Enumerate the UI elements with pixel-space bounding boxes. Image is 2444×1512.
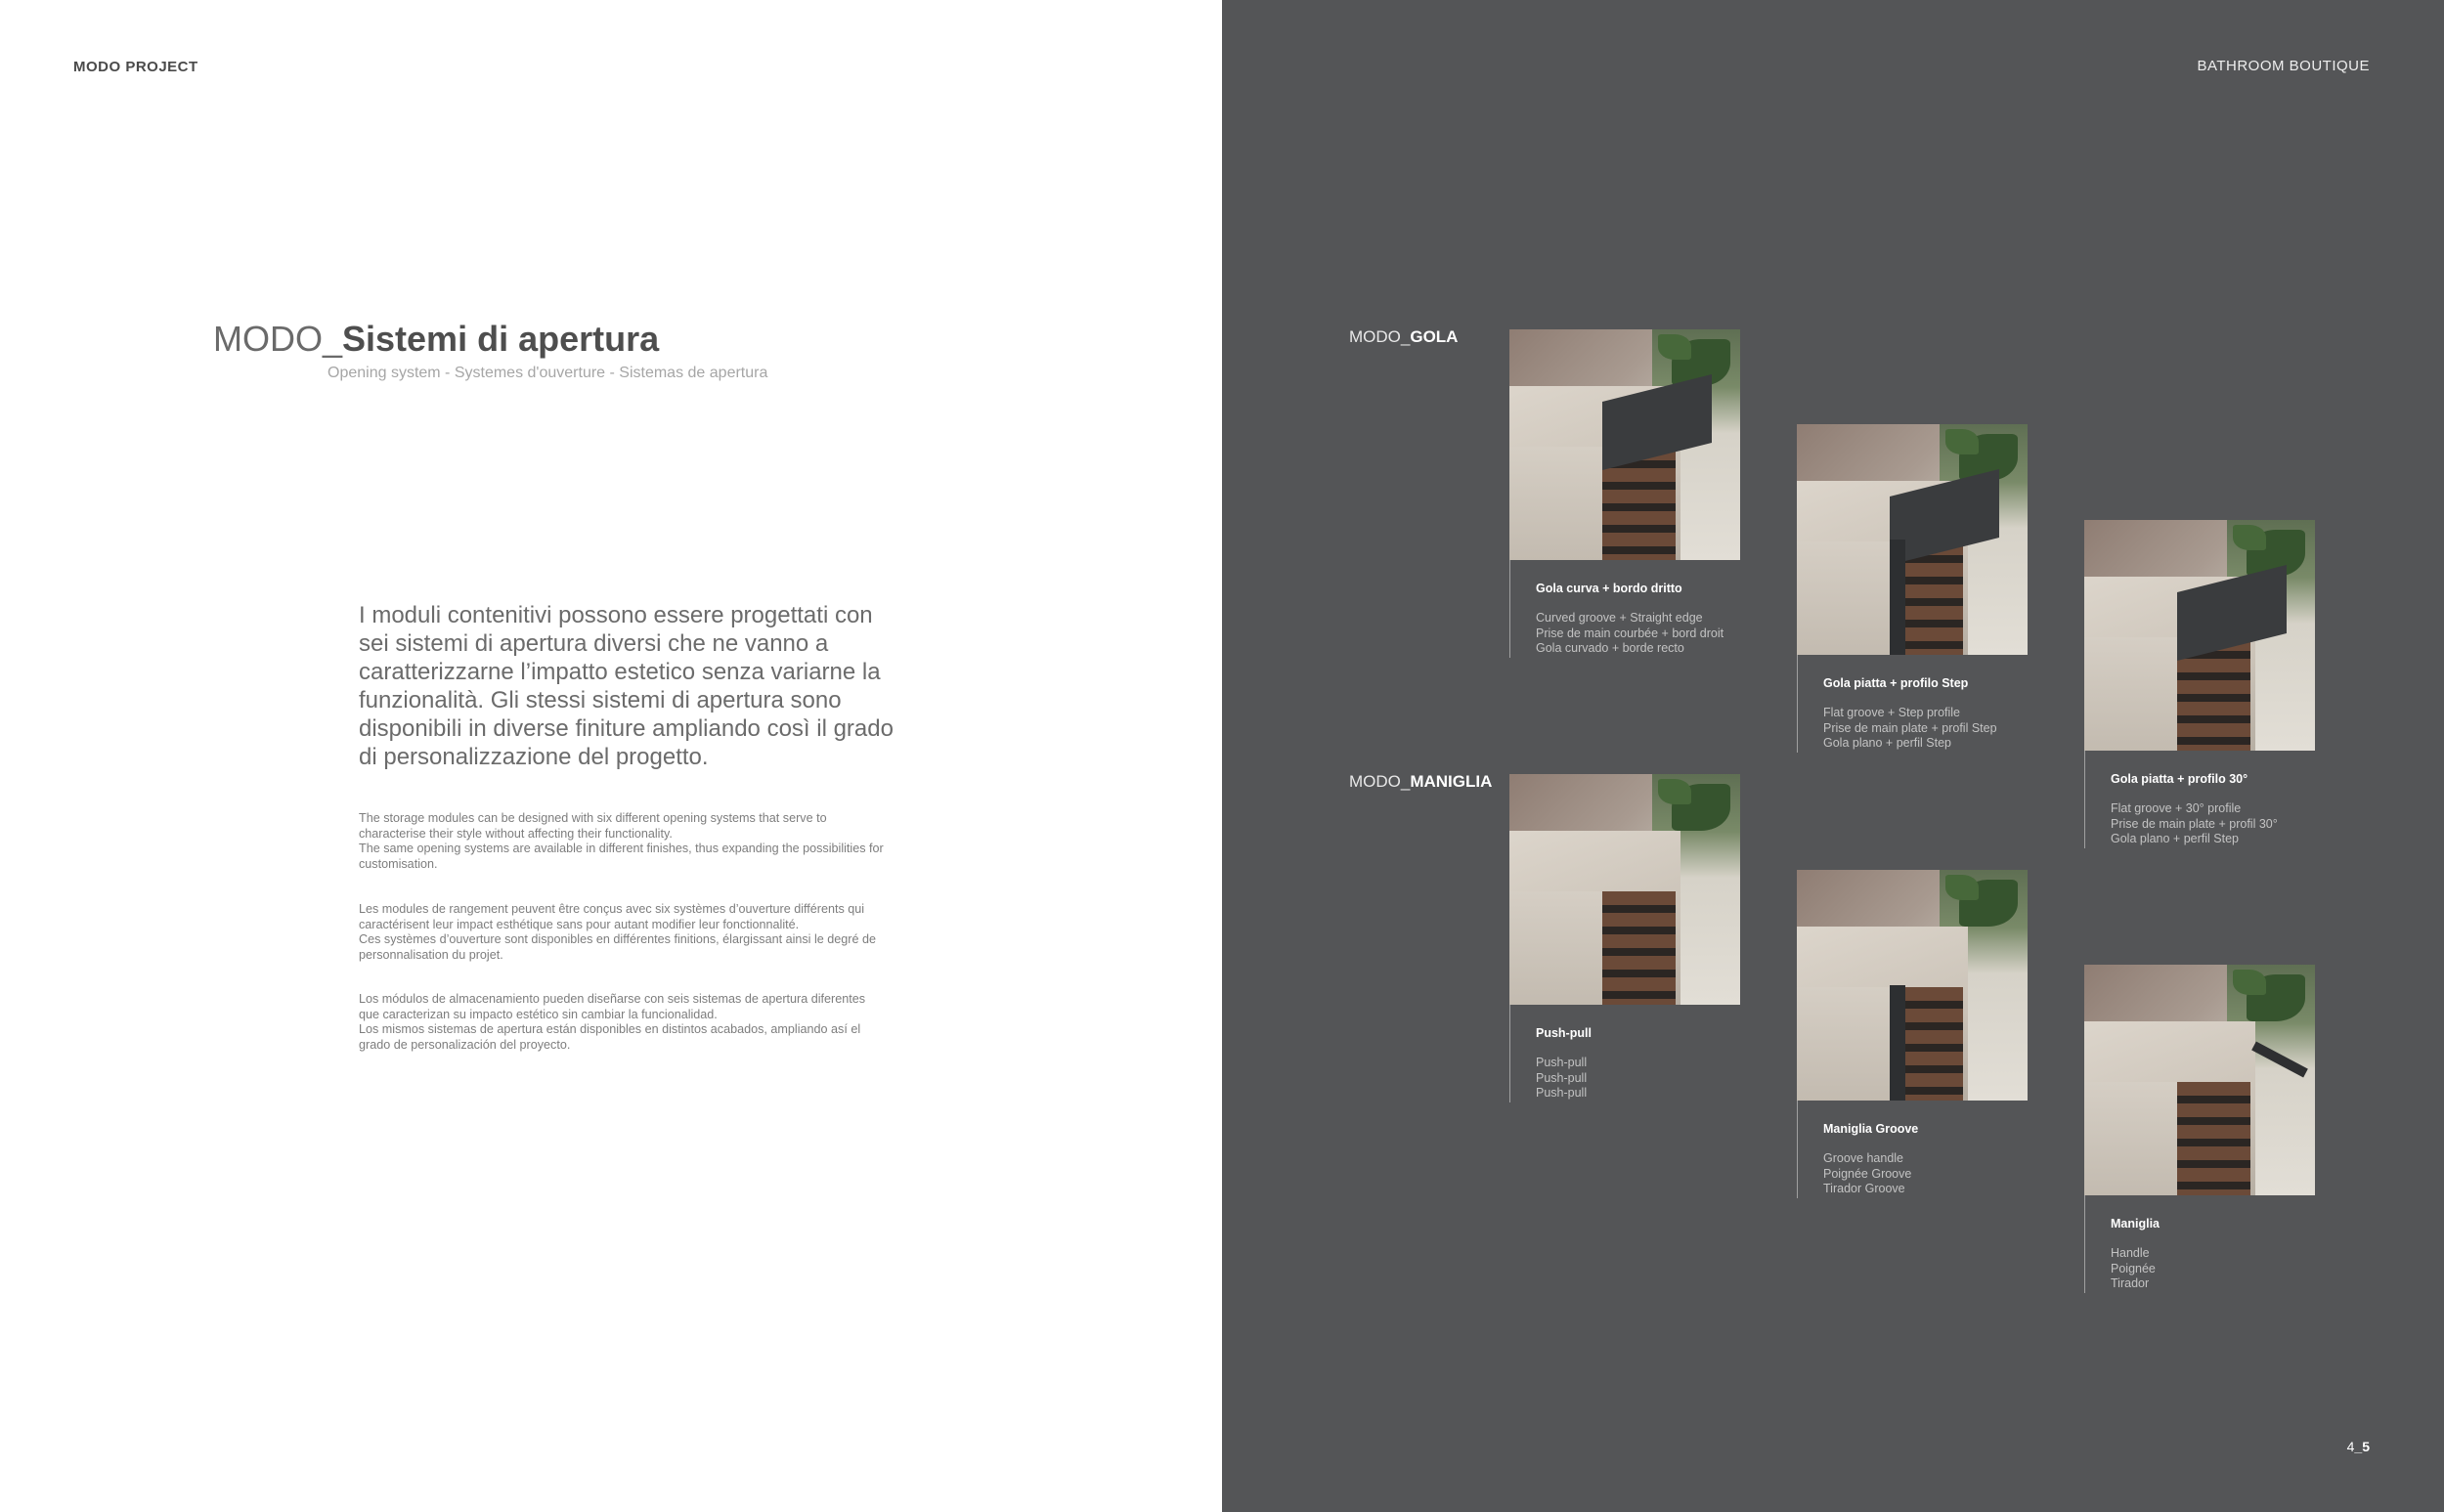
caption-line: Groove handle bbox=[1823, 1151, 1904, 1165]
page-subtitle: Opening system - Systemes d'ouverture - Sistemas de apertura bbox=[327, 365, 768, 381]
page-title bbox=[213, 319, 659, 360]
section-name: BATHROOM BOUTIQUE bbox=[2197, 58, 2370, 74]
caption-line: Prise de main plate + profil Step bbox=[1823, 720, 1997, 735]
caption-line: Prise de main plate + profil 30° bbox=[2111, 816, 2278, 831]
paragraph-line: Los módulos de almacenamiento pueden diseñarse con seis sistemas de apertura diferentes que caracterizan su impacto estético sin cambiar la funcionalidad. bbox=[359, 992, 866, 1021]
paragraph-french bbox=[359, 902, 887, 963]
caption-line: Tirador bbox=[2111, 1276, 2150, 1290]
product-photo bbox=[1509, 774, 1740, 1005]
product-photo bbox=[2084, 965, 2315, 1195]
group-label-bold: MANIGLIA bbox=[1410, 772, 1493, 791]
caption-line: Push-pull bbox=[1536, 1056, 1588, 1069]
caption-line: Curved groove + Straight edge bbox=[1536, 611, 1703, 625]
title-prefix: MODO_ bbox=[213, 319, 343, 359]
paragraph-line: The storage modules can be designed with six different opening systems that serve to characterise their style without affecting their functionality. bbox=[359, 811, 827, 841]
page-number-separator: _ bbox=[2354, 1439, 2363, 1454]
page-number-left: 4 bbox=[2346, 1439, 2355, 1454]
brand-name: MODO PROJECT bbox=[73, 59, 198, 75]
caption-line: Prise de main courbée + bord droit bbox=[1536, 626, 1724, 640]
group-label-maniglia bbox=[1349, 772, 1492, 792]
caption-line: Push-pull bbox=[1536, 1086, 1588, 1100]
product-caption bbox=[2084, 751, 2315, 848]
product-caption bbox=[1797, 655, 2028, 753]
page-number bbox=[2347, 1439, 2370, 1454]
group-label-gola bbox=[1349, 327, 1458, 347]
product-title: Gola curva + bordo dritto bbox=[1536, 582, 1682, 595]
product-caption bbox=[1797, 1101, 2028, 1198]
product-caption bbox=[1509, 560, 1740, 658]
product-card-gola-30 bbox=[2084, 520, 2315, 848]
caption-line: Push-pull bbox=[1536, 1070, 1588, 1085]
paragraph-line: The same opening systems are available in different finishes, thus expanding the possibilities for customisation. bbox=[359, 842, 884, 871]
caption-line: Poignée Groove bbox=[1823, 1166, 1912, 1181]
product-photo bbox=[1509, 329, 1740, 560]
product-caption bbox=[2084, 1195, 2315, 1293]
product-photo bbox=[1797, 870, 2028, 1101]
product-caption bbox=[1509, 1005, 1740, 1102]
paragraph-line: Los mismos sistemas de apertura están disponibles en distintos acabados, ampliando así el grado de personalización del proyecto. bbox=[359, 1022, 861, 1052]
paragraph-line: Les modules de rangement peuvent être conçus avec six systèmes d’ouverture différents qui caractérisent leur impact esthétique sans pour autant modifier leur fonctionnalité. bbox=[359, 902, 865, 931]
product-title: Gola piatta + profilo 30° bbox=[2111, 772, 2248, 786]
page-number-right: 5 bbox=[2362, 1439, 2370, 1454]
group-label-bold: GOLA bbox=[1410, 327, 1459, 346]
paragraph-line: Ces systèmes d’ouverture sont disponibles en différentes finitions, élargissant ainsi le degré de personnalisation du projet. bbox=[359, 932, 876, 962]
product-card-gola-curva bbox=[1509, 329, 1740, 658]
product-card-maniglia bbox=[2084, 965, 2315, 1293]
product-card-maniglia-groove bbox=[1797, 870, 2028, 1198]
paragraph-english bbox=[359, 811, 887, 872]
product-card-gola-step bbox=[1797, 424, 2028, 753]
title-main: Sistemi di apertura bbox=[342, 319, 660, 359]
product-card-push-pull bbox=[1509, 774, 1740, 1102]
caption-line: Gola curvado + borde recto bbox=[1536, 641, 1684, 655]
caption-line: Flat groove + Step profile bbox=[1823, 706, 1961, 719]
product-title: Maniglia bbox=[2111, 1217, 2160, 1231]
product-title: Push-pull bbox=[1536, 1026, 1592, 1040]
lead-paragraph: I moduli contenitivi possono essere progettati con sei sistemi di apertura diversi che ne vanno a caratterizzarne l’impatto estetico senza variarne la funzionalità. Gli stessi sistemi di apertura sono disponibili in diverse finiture ampliando così il grado di personalizzazione del progetto. bbox=[359, 602, 894, 770]
product-photo bbox=[2084, 520, 2315, 751]
caption-line: Tirador Groove bbox=[1823, 1182, 1905, 1195]
product-title: Gola piatta + profilo Step bbox=[1823, 676, 1969, 690]
caption-line: Gola plano + perfil Step bbox=[1823, 736, 1951, 750]
product-title: Maniglia Groove bbox=[1823, 1122, 1919, 1136]
caption-line: Flat groove + 30° profile bbox=[2111, 801, 2242, 815]
caption-line: Gola plano + perfil Step bbox=[2111, 832, 2239, 845]
right-page bbox=[1222, 0, 2444, 1512]
group-label-prefix: MODO_ bbox=[1349, 327, 1411, 346]
paragraph-spanish bbox=[359, 992, 887, 1053]
caption-line: Handle bbox=[2111, 1246, 2150, 1260]
caption-line: Poignée bbox=[2111, 1261, 2156, 1275]
product-photo bbox=[1797, 424, 2028, 655]
group-label-prefix: MODO_ bbox=[1349, 772, 1411, 791]
